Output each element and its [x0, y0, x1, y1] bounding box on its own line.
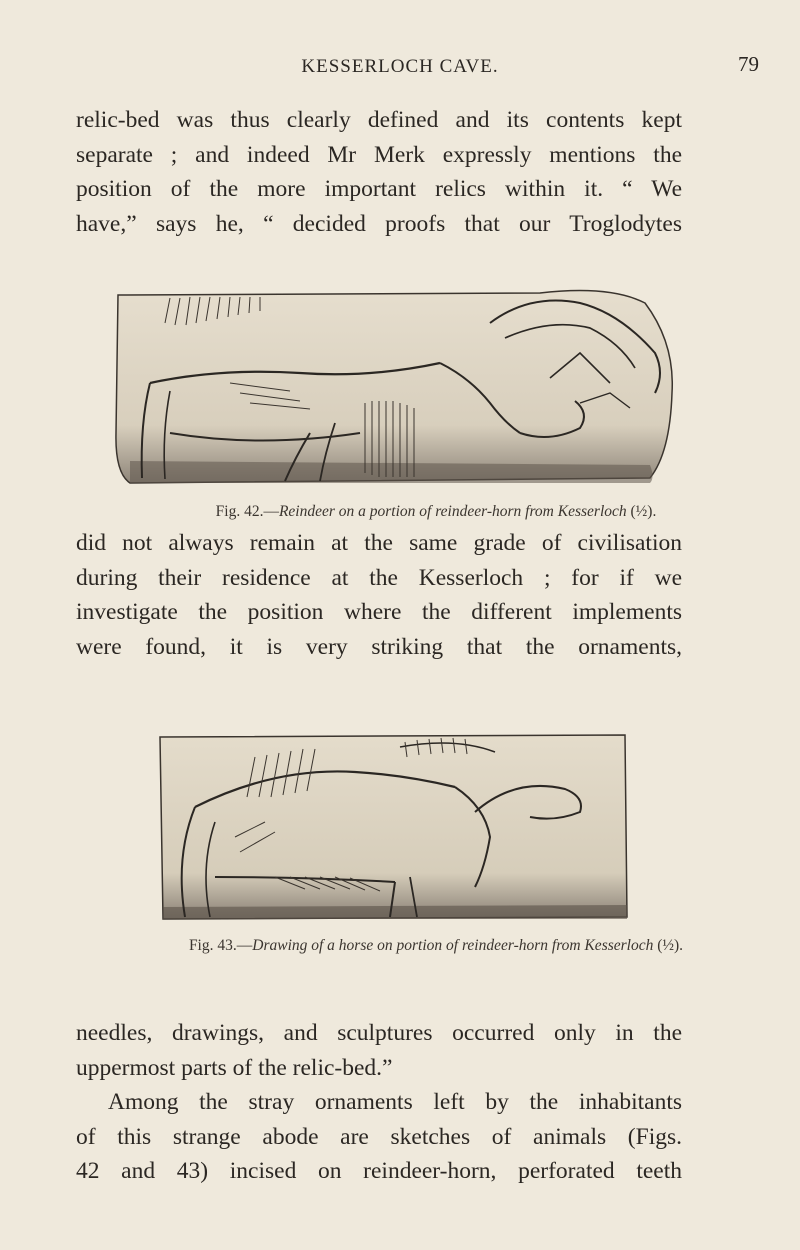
text-line: investigate the position where the different implements: [76, 599, 682, 625]
figure-43-label: Fig. 43.: [188, 937, 237, 954]
horse-horn-drawing: [155, 727, 635, 925]
text-line: Among the stray ornaments left by the inhabitants: [108, 1089, 682, 1115]
text-line: of this strange abode are sketches of animals (Figs.: [76, 1123, 682, 1150]
horn-shadow-base: [163, 905, 627, 919]
figure-42-scale: (½).: [630, 503, 657, 520]
text-line: were found, it is very striking that the ornaments,: [76, 633, 682, 660]
text-line: did not always remain at the same grade of civilisation: [76, 530, 682, 556]
figure-42-caption: [36, 503, 800, 521]
text-line: relic-bed was thus clearly defined and its contents kept: [76, 107, 682, 133]
figure-43-dash: —: [236, 937, 253, 954]
figure-43-caption: [36, 937, 800, 955]
figure-42-title: Reindeer on a portion of reindeer-horn from Kesserloch: [278, 503, 627, 520]
reindeer-horn-drawing: [110, 283, 680, 493]
text-line: during their residence at the Kesserloch ; for if we: [76, 564, 682, 591]
text-line: separate ; and indeed Mr Merk expressly mentions the: [76, 141, 682, 168]
text-line: 42 and 43) incised on reindeer-horn, perforated teeth: [76, 1158, 682, 1184]
text-line: needles, drawings, and sculptures occurred only in the: [76, 1020, 682, 1046]
figure-43-scale: (½).: [657, 937, 684, 954]
paragraph-3: [76, 1016, 682, 1189]
text-line: have,” says he, “ decided proofs that our Troglodytes: [76, 210, 682, 237]
text-line: uppermost parts of the relic-bed.”: [76, 1054, 393, 1081]
figure-43-title: Drawing of a horse on portion of reindeer-horn from Kesserloch: [252, 937, 654, 954]
text-line: position of the more important relics within it. “ We: [76, 176, 682, 202]
figure-43-horse-engraving: [155, 727, 635, 925]
paragraph-2: [76, 526, 682, 664]
figure-42-dash: —: [263, 503, 279, 520]
horn-fragment-outline: [116, 291, 672, 483]
figure-42-reindeer-engraving: [110, 283, 680, 493]
figure-42-label: Fig. 42.: [215, 503, 264, 520]
running-head: KESSERLOCH CAVE.: [301, 56, 499, 77]
paragraph-1: [76, 103, 682, 241]
page-number: 79: [738, 52, 759, 76]
